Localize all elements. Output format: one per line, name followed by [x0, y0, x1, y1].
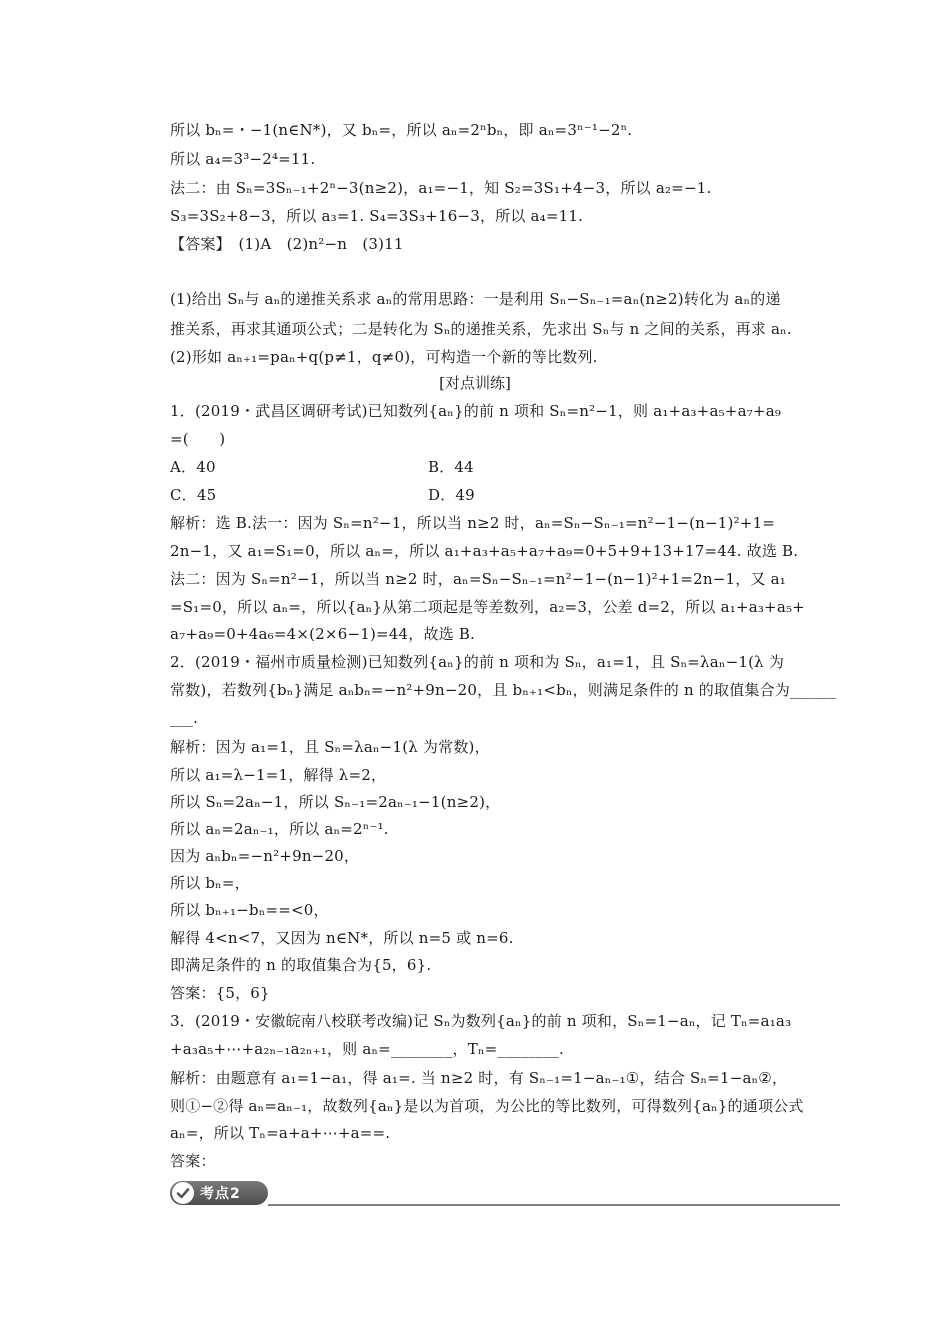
- question-line: 3．(2019・安徽皖南八校联考改编)记 Sₙ为数列{aₙ}的前 n 项和，Sₙ=1−aₙ，记 Tₙ=a₁a₃: [170, 1012, 792, 1030]
- text-line: 即满足条件的 n 的取值集合为{5，6}.: [170, 956, 432, 974]
- section-divider: [268, 1204, 840, 1206]
- question-line: ___.: [170, 709, 199, 727]
- question-line: =( ): [170, 430, 226, 448]
- answer-line: 答案：{5，6}: [170, 984, 270, 1002]
- text-line: 解析：因为 a₁=1，且 Sₙ=λaₙ−1(λ 为常数)，: [170, 738, 490, 756]
- check-icon: [172, 1182, 194, 1204]
- text-line: 所以 bₙ=・−1(n∈N*)，又 bₙ=，所以 aₙ=2ⁿbₙ，即 aₙ=3ⁿ⁻¹−2ⁿ.: [170, 121, 633, 139]
- text-line: 因为 aₙbₙ=−n²+9n−20，: [170, 847, 360, 865]
- text-line: 解得 4<n<7，又因为 n∈N*，所以 n=5 或 n=6.: [170, 929, 514, 947]
- text-line: S₃=3S₂+8−3，所以 a₃=1. S₄=3S₃+16−3，所以 a₄=11.: [170, 207, 584, 225]
- option-d: D．49: [428, 486, 475, 504]
- text-line: 所以 bₙ=，: [170, 874, 250, 892]
- text-line: a₇+a₉=0+4a₆=4×(2×6−1)=44，故选 B.: [170, 625, 476, 643]
- question-line: 1．(2019・武昌区调研考试)已知数列{aₙ}的前 n 项和 Sₙ=n²−1，则 a₁+a₃+a₅+a₇+a₉: [170, 402, 782, 420]
- option-a: A．40: [170, 458, 216, 476]
- option-c: C．45: [170, 486, 217, 504]
- text-line: 2n−1，又 a₁=S₁=0，所以 aₙ=，所以 a₁+a₃+a₅+a₇+a₉=0+5+9+13+17=44. 故选 B.: [170, 542, 799, 560]
- answer-line: 【答案】 (1)A (2)n²−n (3)11: [170, 235, 404, 253]
- text-line: 解析：由题意有 a₁=1−a₁，得 a₁=. 当 n≥2 时，有 Sₙ₋₁=1−aₙ₋₁①，结合 Sₙ=1−aₙ②，: [170, 1069, 788, 1087]
- text-line: 则①−②得 aₙ=aₙ₋₁，故数列{aₙ}是以为首项，为公比的等比数列，可得数列{aₙ}的通项公式: [170, 1097, 804, 1115]
- section-badge: [170, 1180, 268, 1206]
- section-header: [对点训练]: [439, 374, 511, 392]
- text-line: aₙ=，所以 Tₙ=a+a+⋯+a==.: [170, 1124, 391, 1142]
- answer-line: 答案：: [170, 1152, 216, 1170]
- text-line: 所以 a₄=3³−2⁴=11.: [170, 150, 316, 168]
- text-line: 所以 aₙ=2aₙ₋₁，所以 aₙ=2ⁿ⁻¹.: [170, 820, 389, 838]
- text-line: (2)形如 aₙ₊₁=paₙ+q(p≠1，q≠0)，可构造一个新的等比数列.: [170, 348, 598, 366]
- text-line: 法二：由 Sₙ=3Sₙ₋₁+2ⁿ−3(n≥2)，a₁=−1，知 S₂=3S₁+4−3，所以 a₂=−1.: [170, 179, 712, 197]
- text-line: (1)给出 Sₙ与 aₙ的递推关系求 aₙ的常用思路：一是利用 Sₙ−Sₙ₋₁=aₙ(n≥2)转化为 aₙ的递: [170, 290, 781, 308]
- text-line: 法二：因为 Sₙ=n²−1，所以当 n≥2 时，aₙ=Sₙ−Sₙ₋₁=n²−1−(n−1)²+1=2n−1，又 a₁: [170, 570, 786, 588]
- text-line: =S₁=0，所以 aₙ=，所以{aₙ}从第二项起是等差数列，a₂=3，公差 d=2，所以 a₁+a₃+a₅+: [170, 598, 805, 616]
- badge-label: 考点2: [200, 1186, 241, 1202]
- text-line: 解析：选 B.法一：因为 Sₙ=n²−1，所以当 n≥2 时，aₙ=Sₙ−Sₙ₋₁=n²−1−(n−1)²+1=: [170, 514, 776, 532]
- text-line: 推关系，再求其通项公式；二是转化为 Sₙ的递推关系，先求出 Sₙ与 n 之间的关系，再求 aₙ.: [170, 320, 792, 338]
- text-line: 所以 bₙ₊₁−bₙ==<0，: [170, 901, 329, 919]
- text-line: 所以 a₁=λ−1=1，解得 λ=2，: [170, 766, 387, 784]
- question-line: 2．(2019・福州市质量检测)已知数列{aₙ}的前 n 项和为 Sₙ，a₁=1，且 Sₙ=λaₙ−1(λ 为: [170, 653, 785, 671]
- question-line: 常数)，若数列{bₙ}满足 aₙbₙ=−n²+9n−20，且 bₙ₊₁<bₙ，则满足条件的 n 的取值集合为______: [170, 681, 837, 699]
- question-line: +a₃a₅+⋯+a₂ₙ₋₁a₂ₙ₊₁，则 aₙ=________，Tₙ=________.: [170, 1040, 564, 1058]
- option-b: B．44: [428, 458, 474, 476]
- text-line: 所以 Sₙ=2aₙ−1，所以 Sₙ₋₁=2aₙ₋₁−1(n≥2)，: [170, 793, 501, 811]
- badge-shape: [170, 1181, 268, 1205]
